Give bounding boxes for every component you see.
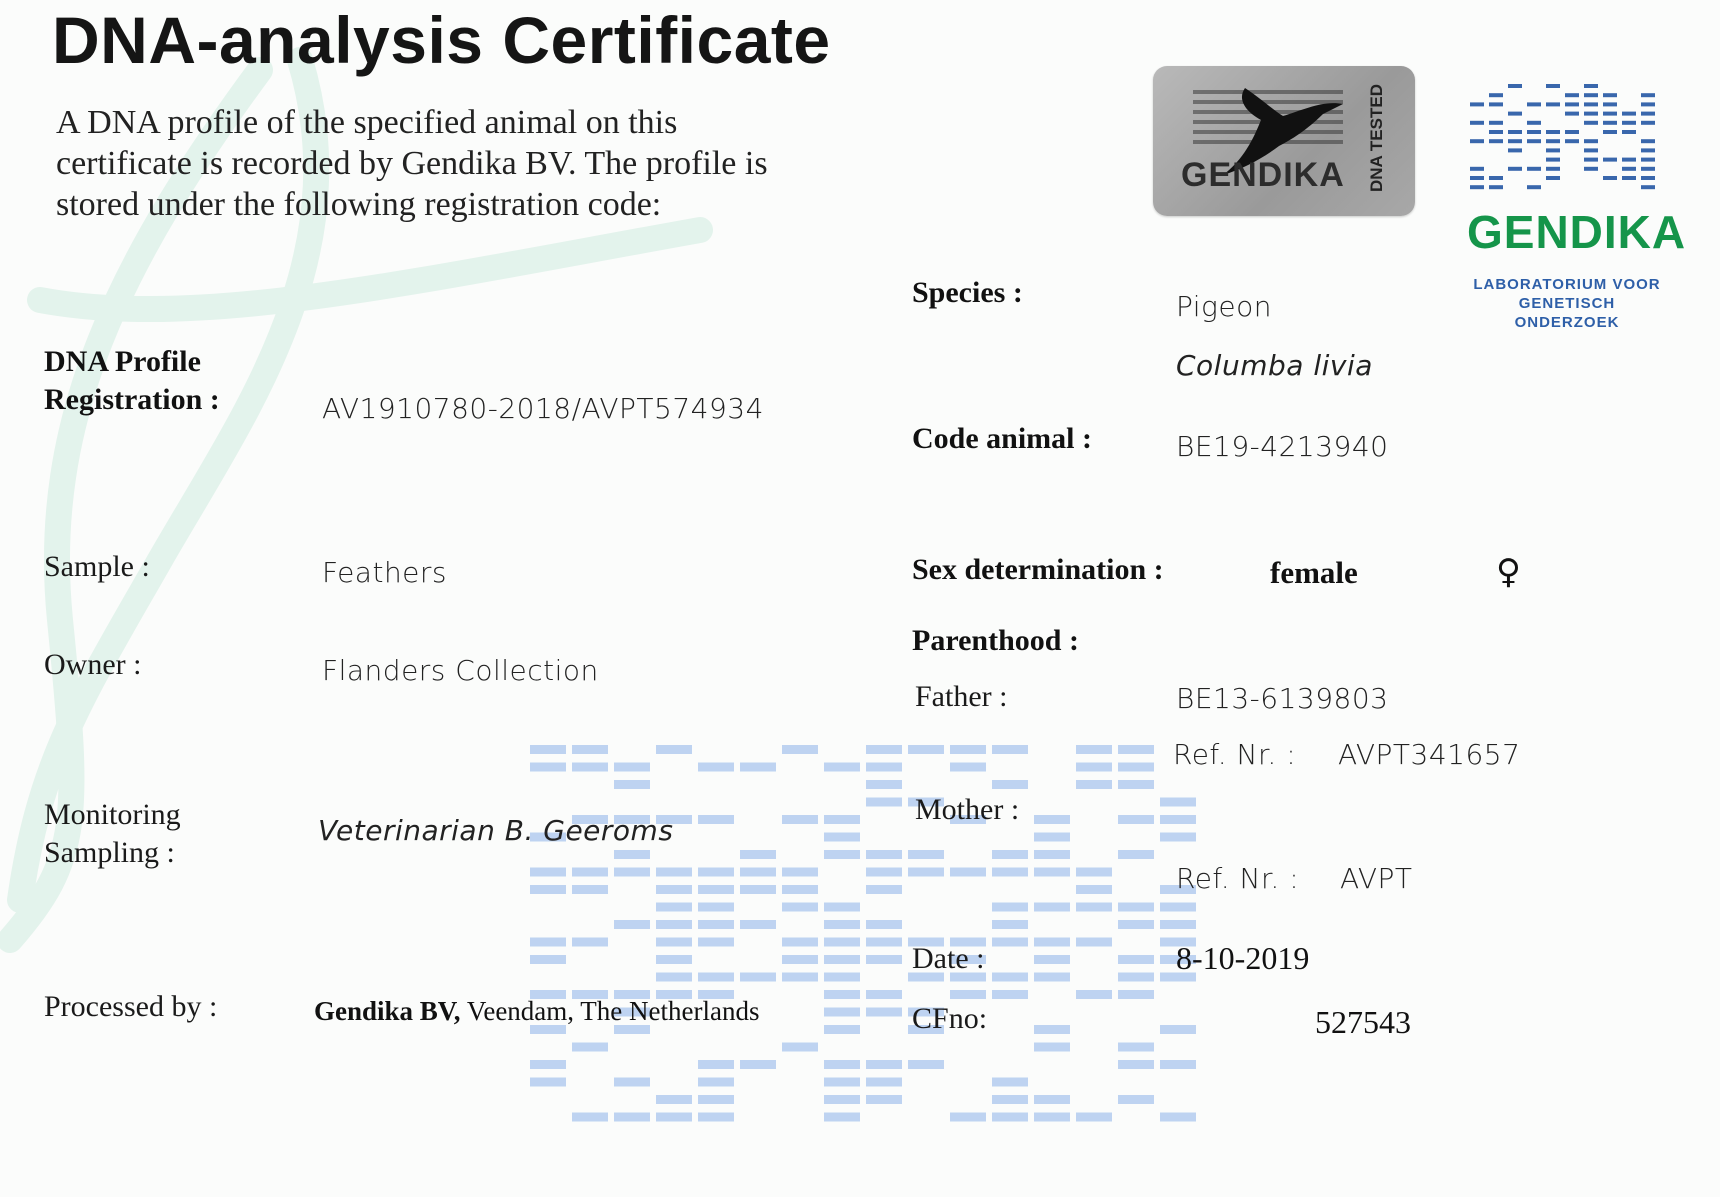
intro-text: A DNA profile of the specified animal on this certificate is recorded by Gendika BV. The profile is stored under the following registration code:	[56, 104, 768, 223]
registration-label-2: Registration :	[44, 383, 220, 416]
code-value: BE19-4213940	[1176, 430, 1389, 463]
logo-subtitle: LABORATORIUM VOOR GENETISCH ONDERZOEK	[1473, 276, 1661, 331]
female-symbol-icon: ♀	[1496, 552, 1521, 592]
father-ref-label: Ref. Nr. :	[1173, 738, 1297, 771]
seal-brand: GENDIKA	[1181, 156, 1345, 194]
monitoring-label-1: Monitoring	[44, 798, 181, 831]
registration-label-1: DNA Profile	[44, 345, 201, 378]
code-label: Code animal :	[912, 422, 1092, 455]
father-ref-value: AVPT341657	[1338, 738, 1521, 771]
species-label: Species :	[912, 276, 1023, 309]
registration-value: AV1910780-2018/AVPT574934	[322, 392, 764, 425]
certificate-title: DNA-analysis Certificate	[52, 3, 831, 77]
sex-label: Sex determination :	[912, 553, 1164, 586]
processed-value	[314, 996, 759, 1027]
logo-name: GENDIKA	[1467, 206, 1687, 258]
sample-value: Feathers	[322, 556, 448, 589]
date-value: 8-10-2019	[1176, 940, 1310, 976]
date-label: Date :	[912, 942, 985, 975]
sample-label: Sample :	[44, 550, 150, 583]
father-value: BE13-6139803	[1176, 682, 1389, 715]
gendika-logo-icon	[1470, 84, 1660, 196]
barcode-watermark	[530, 745, 1200, 1135]
processed-place: Veendam, The Netherlands	[460, 996, 760, 1026]
seal-tag: DNA TESTED	[1367, 84, 1386, 192]
species-common: Pigeon	[1176, 290, 1272, 323]
cfno-label: CFno:	[912, 1002, 988, 1035]
parenthood-label: Parenthood :	[912, 624, 1079, 657]
monitoring-value: Veterinarian B. Geeroms	[318, 814, 674, 847]
dna-tested-seal	[1153, 66, 1415, 216]
owner-label: Owner :	[44, 648, 142, 681]
father-label: Father :	[915, 680, 1008, 713]
processed-org: Gendika BV,	[314, 996, 461, 1026]
monitoring-label-2: Sampling :	[44, 836, 175, 869]
species-latin: Columba livia	[1176, 349, 1373, 382]
mother-ref-label: Ref. Nr. :	[1176, 862, 1300, 895]
sex-value: female	[1270, 555, 1358, 590]
mother-ref-value: AVPT	[1340, 862, 1413, 895]
owner-value: Flanders Collection	[322, 654, 599, 687]
cfno-value: 527543	[1315, 1004, 1411, 1040]
mother-label: Mother :	[915, 793, 1020, 826]
processed-label: Processed by :	[44, 990, 218, 1023]
